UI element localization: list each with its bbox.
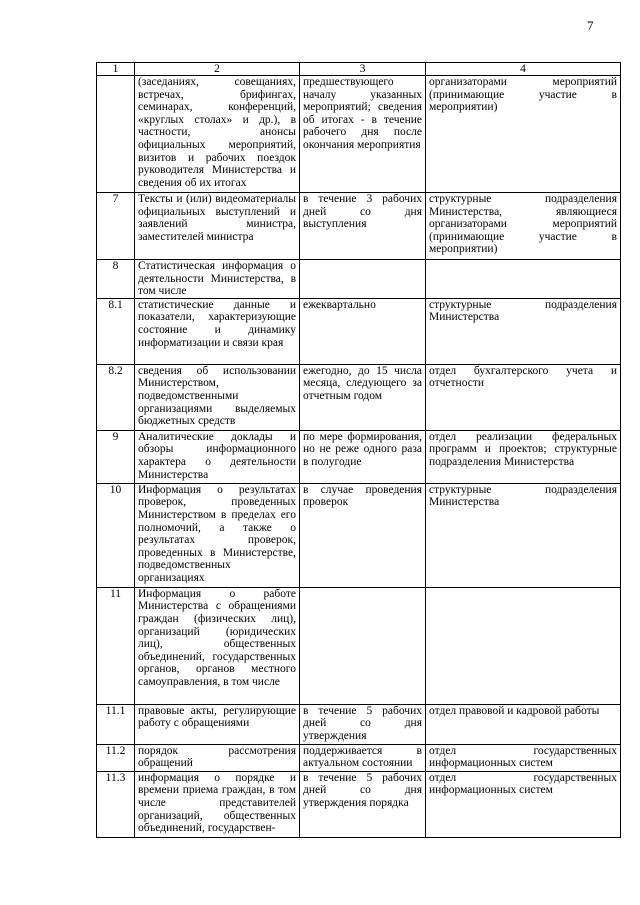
info-cell: Тексты и (или) видеоматериалы официальных выступлений и заявлений министра, заместителей министра <box>135 193 300 260</box>
row-number: 11.2 <box>97 744 135 771</box>
period-cell: по мере формирования, но не реже одного раза в полугодие <box>300 430 426 483</box>
period-cell: поддерживается в актуальном состоянии <box>300 744 426 771</box>
table-row <box>97 704 621 744</box>
column-header-3: 3 <box>300 63 426 76</box>
info-cell: Статистическая информация о деятельности Министерства, в том числе <box>135 260 300 299</box>
row-number: 11.3 <box>97 771 135 837</box>
table-row <box>97 744 621 771</box>
responsible-cell: структурные подразделения Министерства <box>426 298 621 364</box>
responsible-cell: отдел государственных информационных систем <box>426 771 621 837</box>
table-row <box>97 364 621 430</box>
responsible-cell <box>426 260 621 299</box>
period-cell: в случае проведения проверок <box>300 483 426 587</box>
row-number: 9 <box>97 430 135 483</box>
info-cell: сведения об использовании Министерством, подведомственными организациями выделяемых бюджетных средств <box>135 364 300 430</box>
row-number: 7 <box>97 193 135 260</box>
info-cell: (заседаниях, совещаниях, встречах, брифингах, семинарах, конференций, «круглых столах» и др.), в частности, анонсы официальных мероприятий, визитов и рабочих поездок руководителя Министерства и сведения об их итогах <box>135 76 300 193</box>
row-number: 8.2 <box>97 364 135 430</box>
info-cell: правовые акты, регулирующие работу с обращениями <box>135 704 300 744</box>
info-cell: Аналитические доклады и обзоры информационного характера о деятельности Министерства <box>135 430 300 483</box>
period-cell: ежеквартально <box>300 298 426 364</box>
header-row <box>97 63 621 76</box>
table-row <box>97 430 621 483</box>
information-table <box>96 62 621 838</box>
column-header-4: 4 <box>426 63 621 76</box>
table-row <box>97 298 621 364</box>
table-row <box>97 771 621 837</box>
responsible-cell: структурные подразделения Министерства, являющиеся организаторами мероприятий (принимающие участие в мероприятии) <box>426 193 621 260</box>
row-number: 8 <box>97 260 135 299</box>
column-header-1: 1 <box>97 63 135 76</box>
table-row <box>97 587 621 704</box>
info-cell: информация о порядке и времени приема граждан, в том числе представителей организаций, общественных объединений, государствен- <box>135 771 300 837</box>
table-row <box>97 76 621 193</box>
period-cell: предшествующего началу указанных мероприятий; сведения об итогах - в течение рабочего дня после окончания мероприятия <box>300 76 426 193</box>
row-number: 11.1 <box>97 704 135 744</box>
responsible-cell: отдел бухгалтерского учета и отчетности <box>426 364 621 430</box>
responsible-cell: структурные подразделения Министерства <box>426 483 621 587</box>
info-cell: статистические данные и показатели, характеризующие состояние и динамику информатизации и связи края <box>135 298 300 364</box>
column-header-2: 2 <box>135 63 300 76</box>
responsible-cell: отдел государственных информационных систем <box>426 744 621 771</box>
period-cell: в течение 5 рабочих дней со дня утверждения порядка <box>300 771 426 837</box>
page-number: 7 <box>587 18 594 33</box>
table-row <box>97 260 621 299</box>
table-row <box>97 483 621 587</box>
period-cell: в течение 5 рабочих дней со дня утверждения <box>300 704 426 744</box>
responsible-cell: организаторами мероприятий (принимающие участие в мероприятии) <box>426 76 621 193</box>
table-row <box>97 193 621 260</box>
period-cell <box>300 587 426 704</box>
responsible-cell <box>426 587 621 704</box>
period-cell: в течение 3 рабочих дней со дня выступления <box>300 193 426 260</box>
row-number: 10 <box>97 483 135 587</box>
row-number: 8.1 <box>97 298 135 364</box>
info-cell: Информация о результатах проверок, проведенных Министерством в пределах его полномочий, а также о результатах проверок, проведенных в Министерстве, подведомственных организациях <box>135 483 300 587</box>
period-cell <box>300 260 426 299</box>
info-cell: порядок рассмотрения обращений <box>135 744 300 771</box>
responsible-cell: отдел реализации федеральных программ и проектов; структурные подразделения Министерства <box>426 430 621 483</box>
period-cell: ежегодно, до 15 числа месяца, следующего за отчетным годом <box>300 364 426 430</box>
info-cell: Информация о работе Министерства с обращениями граждан (физических лиц), организаций (юридических лиц), общественных объединений, государственных органов, органов местного самоуправления, в том числе <box>135 587 300 704</box>
row-number: 11 <box>97 587 135 704</box>
responsible-cell: отдел правовой и кадровой работы <box>426 704 621 744</box>
row-number <box>97 76 135 193</box>
